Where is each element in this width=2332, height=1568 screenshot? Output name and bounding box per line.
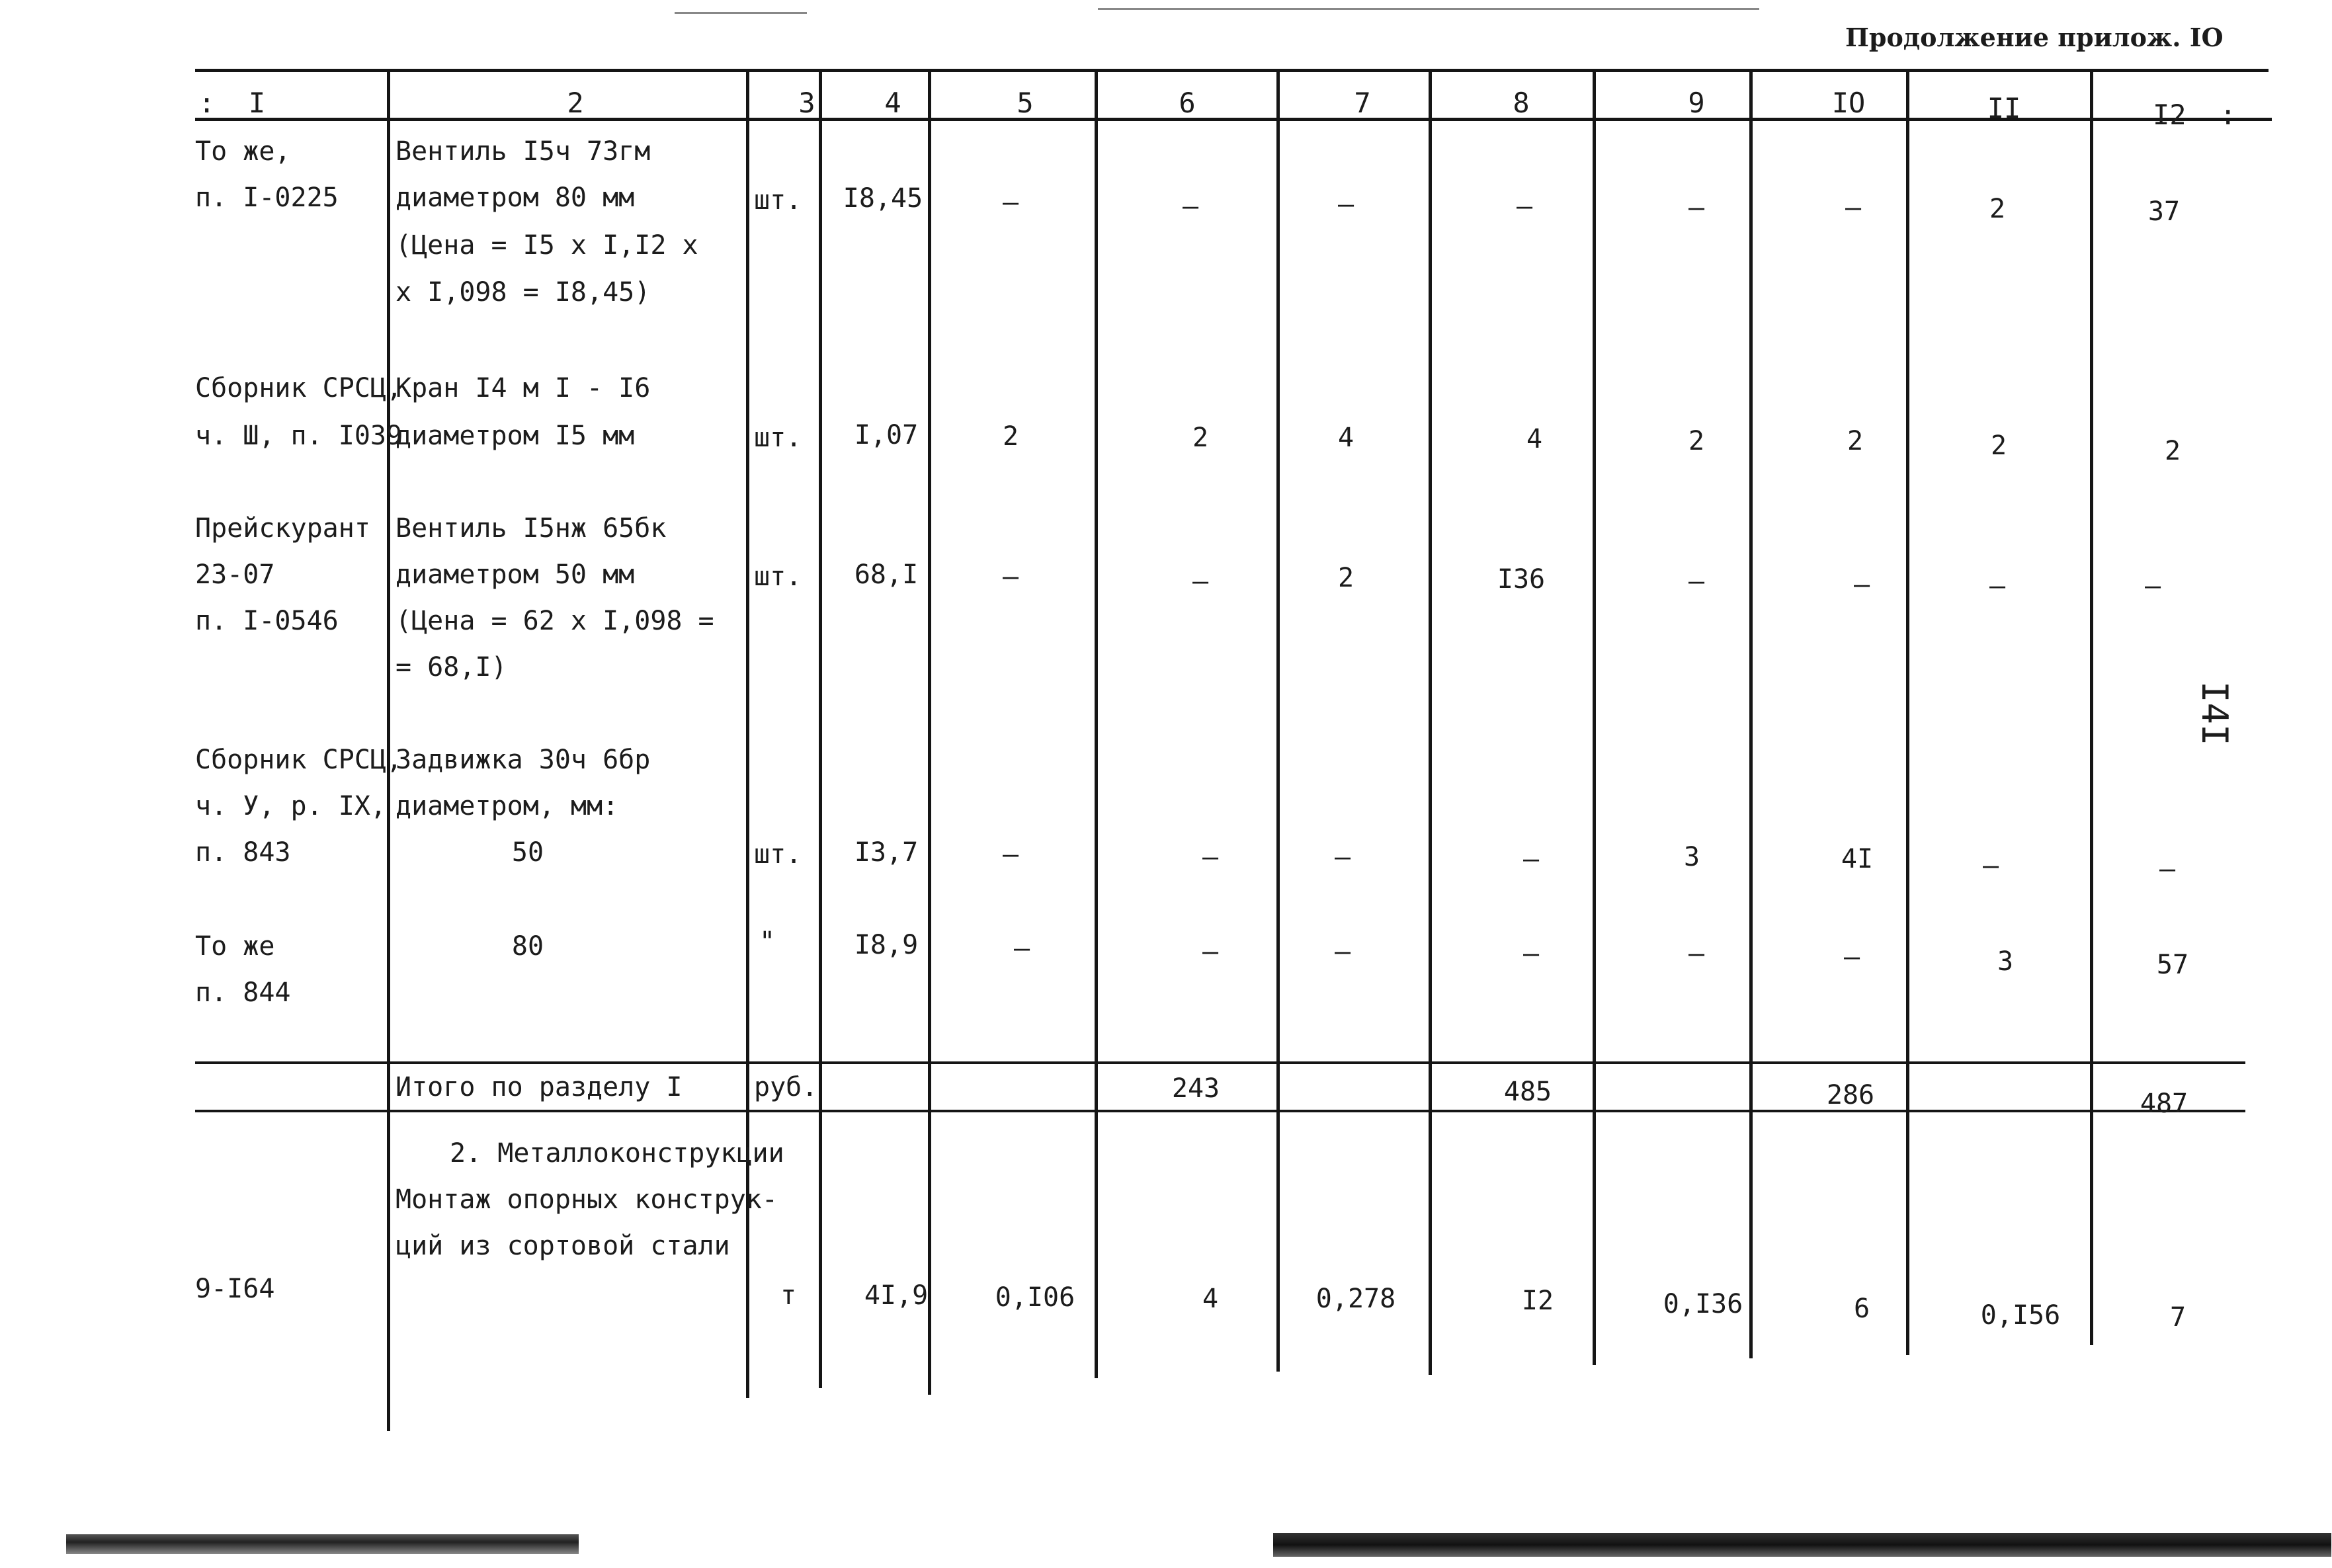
col-header-2: 2 <box>567 87 584 119</box>
header-bottom-rule <box>195 118 2272 121</box>
row2-c6: 2 <box>1192 423 1209 453</box>
row4-name-line3: 50 <box>511 837 544 868</box>
row2-c10: 2 <box>1847 426 1864 456</box>
row5-unit: " <box>759 927 776 957</box>
total-c6: 243 <box>1171 1073 1220 1104</box>
final-c7: 0,278 <box>1315 1284 1396 1314</box>
final-c8: I2 <box>1521 1286 1554 1316</box>
col-header-4: 4 <box>884 87 901 119</box>
row2-price: I,07 <box>854 420 919 450</box>
row5-c9: – <box>1688 938 1705 969</box>
row1-price: I8,45 <box>843 183 923 214</box>
row4-c6: – <box>1202 842 1219 872</box>
row3-c11: – <box>1989 571 2006 601</box>
col-rule-9-10 <box>1749 69 1753 1358</box>
total-unit: руб. <box>754 1072 818 1102</box>
col-rule-7-8 <box>1429 69 1432 1375</box>
row1-unit: шт. <box>754 185 802 216</box>
col-rule-4-5 <box>928 69 931 1395</box>
row4-name-line1: Задвижка 30ч 6бр <box>396 745 651 775</box>
final-c6: 4 <box>1202 1284 1219 1314</box>
row4-unit: шт. <box>754 839 802 870</box>
row3-name-line1: Вентиль I5нж 65бк <box>396 513 667 544</box>
col-header-6: 6 <box>1179 87 1196 119</box>
total-label: Итого по разделу I <box>396 1072 683 1102</box>
row3-c5: – <box>1002 561 1019 592</box>
row4-c12: – <box>2159 854 2176 884</box>
total-bottom-rule <box>195 1110 2245 1112</box>
row3-c8: I36 <box>1497 564 1546 595</box>
row1-source-line1: То же, <box>195 136 291 167</box>
col-header-3: 3 <box>798 87 815 119</box>
row4-price: I3,7 <box>854 837 919 868</box>
row4-c9: 3 <box>1683 842 1700 872</box>
row3-name-line3: (Цена = 62 x I,098 = <box>396 606 714 636</box>
row5-source-line1: То же <box>195 931 275 962</box>
row2-c7: 4 <box>1337 423 1354 453</box>
row2-c9: 2 <box>1688 426 1705 456</box>
row2-source-line2: ч. Ш, п. I039 <box>195 421 403 451</box>
col-rule-5-6 <box>1095 69 1098 1378</box>
col-rule-3-4 <box>819 69 822 1388</box>
row5-c8: – <box>1522 938 1540 969</box>
row5-name: 80 <box>511 931 544 962</box>
total-c10: 286 <box>1826 1080 1875 1110</box>
row5-source-line2: п. 844 <box>195 977 291 1008</box>
row2-name-line2: диаметром I5 мм <box>396 421 635 451</box>
col-header-9: 9 <box>1688 87 1705 119</box>
row2-c8: 4 <box>1526 424 1543 454</box>
col-rule-8-9 <box>1593 69 1596 1365</box>
row3-source-line1: Прейскурант <box>195 513 370 544</box>
scan-edge-bar <box>66 1534 579 1554</box>
final-c11: 0,I56 <box>1980 1300 2061 1331</box>
row3-c7: 2 <box>1337 563 1354 593</box>
row3-source-line3: п. I-0546 <box>195 606 339 636</box>
row1-c6: – <box>1182 191 1199 222</box>
row1-name-line4: x I,098 = I8,45) <box>396 277 651 308</box>
final-price: 4I,9 <box>864 1280 929 1311</box>
section2-title: 2. Металлоконструкции <box>450 1138 784 1169</box>
row3-name-line4: = 68,I) <box>396 652 507 682</box>
col-header-8: 8 <box>1513 87 1530 119</box>
row4-c5: – <box>1002 839 1019 870</box>
row3-c12: – <box>2144 571 2161 601</box>
final-c5: 0,I06 <box>995 1282 1075 1313</box>
row5-price: I8,9 <box>854 930 919 960</box>
total-c12: 487 <box>2140 1089 2188 1119</box>
row3-c9: – <box>1688 566 1705 597</box>
col-header-10: IO <box>1831 87 1866 119</box>
scan-mark <box>675 12 807 14</box>
row3-price: 68,I <box>854 559 919 590</box>
col-header-11: II <box>1987 92 2021 124</box>
row1-c11: 2 <box>1989 194 2006 224</box>
row4-c10: 4I <box>1841 844 1874 874</box>
row2-c12: 2 <box>2164 436 2181 466</box>
section2-desc-line2: ций из сортовой стали <box>396 1231 730 1261</box>
scan-edge-bar <box>1273 1533 2331 1557</box>
row1-name-line2: диаметром 80 мм <box>396 183 635 213</box>
row4-source-line1: Сборник СРСЦ, <box>195 745 403 775</box>
row4-name-line2: диаметром, мм: <box>396 791 619 821</box>
section2-desc-line1: Монтаж опорных конструк- <box>396 1184 778 1215</box>
row1-c8: – <box>1516 191 1533 222</box>
row5-c6: – <box>1202 936 1219 967</box>
row3-unit: шт. <box>754 561 802 592</box>
row1-c10: – <box>1845 192 1862 223</box>
row4-source-line2: ч. У, р. IX, <box>195 791 386 821</box>
final-c12: 7 <box>2169 1302 2186 1333</box>
row4-c7: – <box>1334 842 1351 872</box>
scan-mark <box>1098 8 1759 10</box>
final-unit: т <box>780 1280 797 1311</box>
row3-c10: – <box>1853 569 1870 600</box>
row5-c10: – <box>1843 942 1860 972</box>
row3-source-line2: 23-07 <box>195 559 275 590</box>
col-header-1: : I <box>198 87 266 119</box>
row5-c12: 57 <box>2156 950 2189 980</box>
page-number: I4I <box>2194 681 2235 746</box>
row2-name-line1: Кран I4 м I - I6 <box>396 373 651 403</box>
row5-c11: 3 <box>1997 946 2014 977</box>
row1-c9: – <box>1688 192 1705 223</box>
row4-source-line3: п. 843 <box>195 837 291 868</box>
row2-source-line1: Сборник СРСЦ, <box>195 373 403 403</box>
col-rule-11-12 <box>2090 69 2093 1345</box>
row4-c11: – <box>1982 850 1999 881</box>
row3-c6: – <box>1192 566 1209 597</box>
row1-c12: 37 <box>2147 196 2181 227</box>
col-header-7: 7 <box>1354 87 1371 119</box>
table-top-rule <box>195 69 2269 72</box>
final-c9: 0,I36 <box>1663 1289 1743 1319</box>
row1-c5: – <box>1002 187 1019 218</box>
row2-c11: 2 <box>1990 431 2007 461</box>
row2-c5: 2 <box>1002 421 1019 452</box>
col-header-5: 5 <box>1017 87 1034 119</box>
row4-c8: – <box>1522 844 1540 874</box>
col-rule-10-11 <box>1906 69 1909 1355</box>
col-header-12: I2 : <box>2153 99 2237 131</box>
row1-source-line2: п. I-0225 <box>195 183 339 213</box>
continuation-note: Продолжение прилож. IO <box>1845 22 2224 52</box>
total-c8: 485 <box>1503 1077 1552 1107</box>
row1-name-line3: (Цена = I5 x I,I2 x <box>396 230 698 261</box>
row5-c7: – <box>1334 936 1351 967</box>
row5-c5: – <box>1013 933 1030 964</box>
row3-name-line2: диаметром 50 мм <box>396 559 635 590</box>
row2-unit: шт. <box>754 423 802 453</box>
total-top-rule <box>195 1061 2245 1064</box>
row1-c7: – <box>1337 189 1354 220</box>
col-rule-6-7 <box>1276 69 1280 1372</box>
final-c10: 6 <box>1853 1294 1870 1324</box>
final-source: 9-I64 <box>195 1274 275 1304</box>
row1-name-line1: Вентиль I5ч 73гм <box>396 136 651 167</box>
